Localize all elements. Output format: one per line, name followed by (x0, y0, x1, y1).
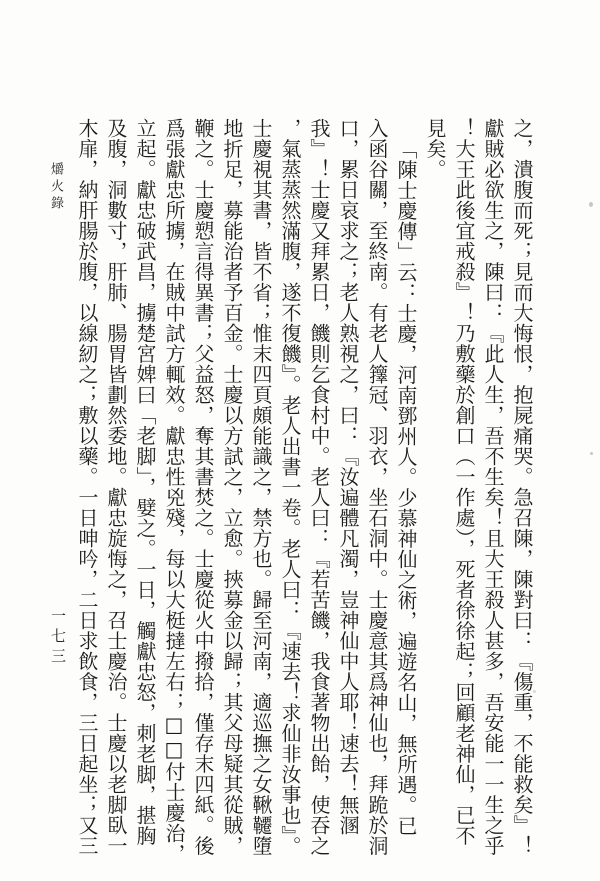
text-column-13: 爲張獻忠所擄，在賊中試方輒效。獻忠性兇殘，每以大梃撻左右；□□付士慶治， (162, 118, 186, 864)
text-column-9: ，氣蒸蒸然滿腹，遂不復饑』。老人出書一卷。老人曰：『速去！求仙非汝事也』。 (278, 118, 302, 857)
text-column-15: 及腹，洞數寸，肝肺、腸胃皆劃然委地。獻忠旋悔之，召士慶治。士慶以老脚臥一 (104, 118, 128, 856)
text-column-7: 口，累日哀求之；老人熟視之，曰：『汝遍體凡濁，豈神仙中人耶！速去！無溷 (336, 118, 360, 836)
text-column-14: 立起。獻忠破武昌，擄楚宮婢曰「老脚」，嬖之。一日，觸獻忠怒，刺老脚，揕胸 (133, 118, 157, 846)
text-column-3: ！大王此後宜戒殺』！乃敷藥於創口（一作處），死者徐徐起；回顧老神仙，已不 (452, 118, 476, 846)
text-column-10: 士慶視其書，皆不省；惟末四頁頗能識之，禁方也。歸至河南，適巡撫之女鞦韆墮 (249, 118, 273, 856)
text-column-4: 見矣。 (423, 118, 447, 180)
running-title: 爝火錄 (48, 162, 63, 213)
scan-speck (533, 690, 536, 693)
text-column-1: 之，潰腹而死；見而大悔恨，抱屍痛哭。急召陳，陳對曰：『傷重，不能救矣』！ (510, 118, 534, 856)
page-number: 一七三 (49, 608, 67, 668)
text-column-2: 獻賊必欲生之，陳曰：『此人生，吾不生矣！且大王殺人甚多，吾安能一一生之乎 (481, 118, 505, 856)
scan-speck (590, 452, 593, 455)
scan-speck (589, 202, 593, 207)
text-column-8: 我』！士慶又拜累日，饑則乞食村中。老人曰：『若苦饑，我食著物出飴，使吞之 (307, 118, 331, 856)
text-column-11: 地折足，募能治者予百金。士慶以方試之，立愈。挾募金以歸；其父母疑其從賊， (220, 118, 244, 856)
text-column-12: 鞭之。士慶愬言得異書；父益怒，奪其書焚之。士慶從火中撥拾，僅存末四紙。後 (191, 118, 215, 856)
text-column-6: 入函谷關，至終南。有老人籜冠、羽衣，坐石洞中。士慶意其爲神仙也，拜跪於洞 (365, 118, 389, 856)
text-block (72, 118, 536, 866)
text-column-16: 木扉，納肝腸於腹，以線紉之；敷以藥。一日呻吟，二日求飲食，三日起坐；又三 (75, 118, 99, 856)
text-column-5: 「陳士慶傳」云：士慶，河南鄧州人。少慕神仙之術，遍遊名山，無所遇。已 (394, 139, 418, 836)
